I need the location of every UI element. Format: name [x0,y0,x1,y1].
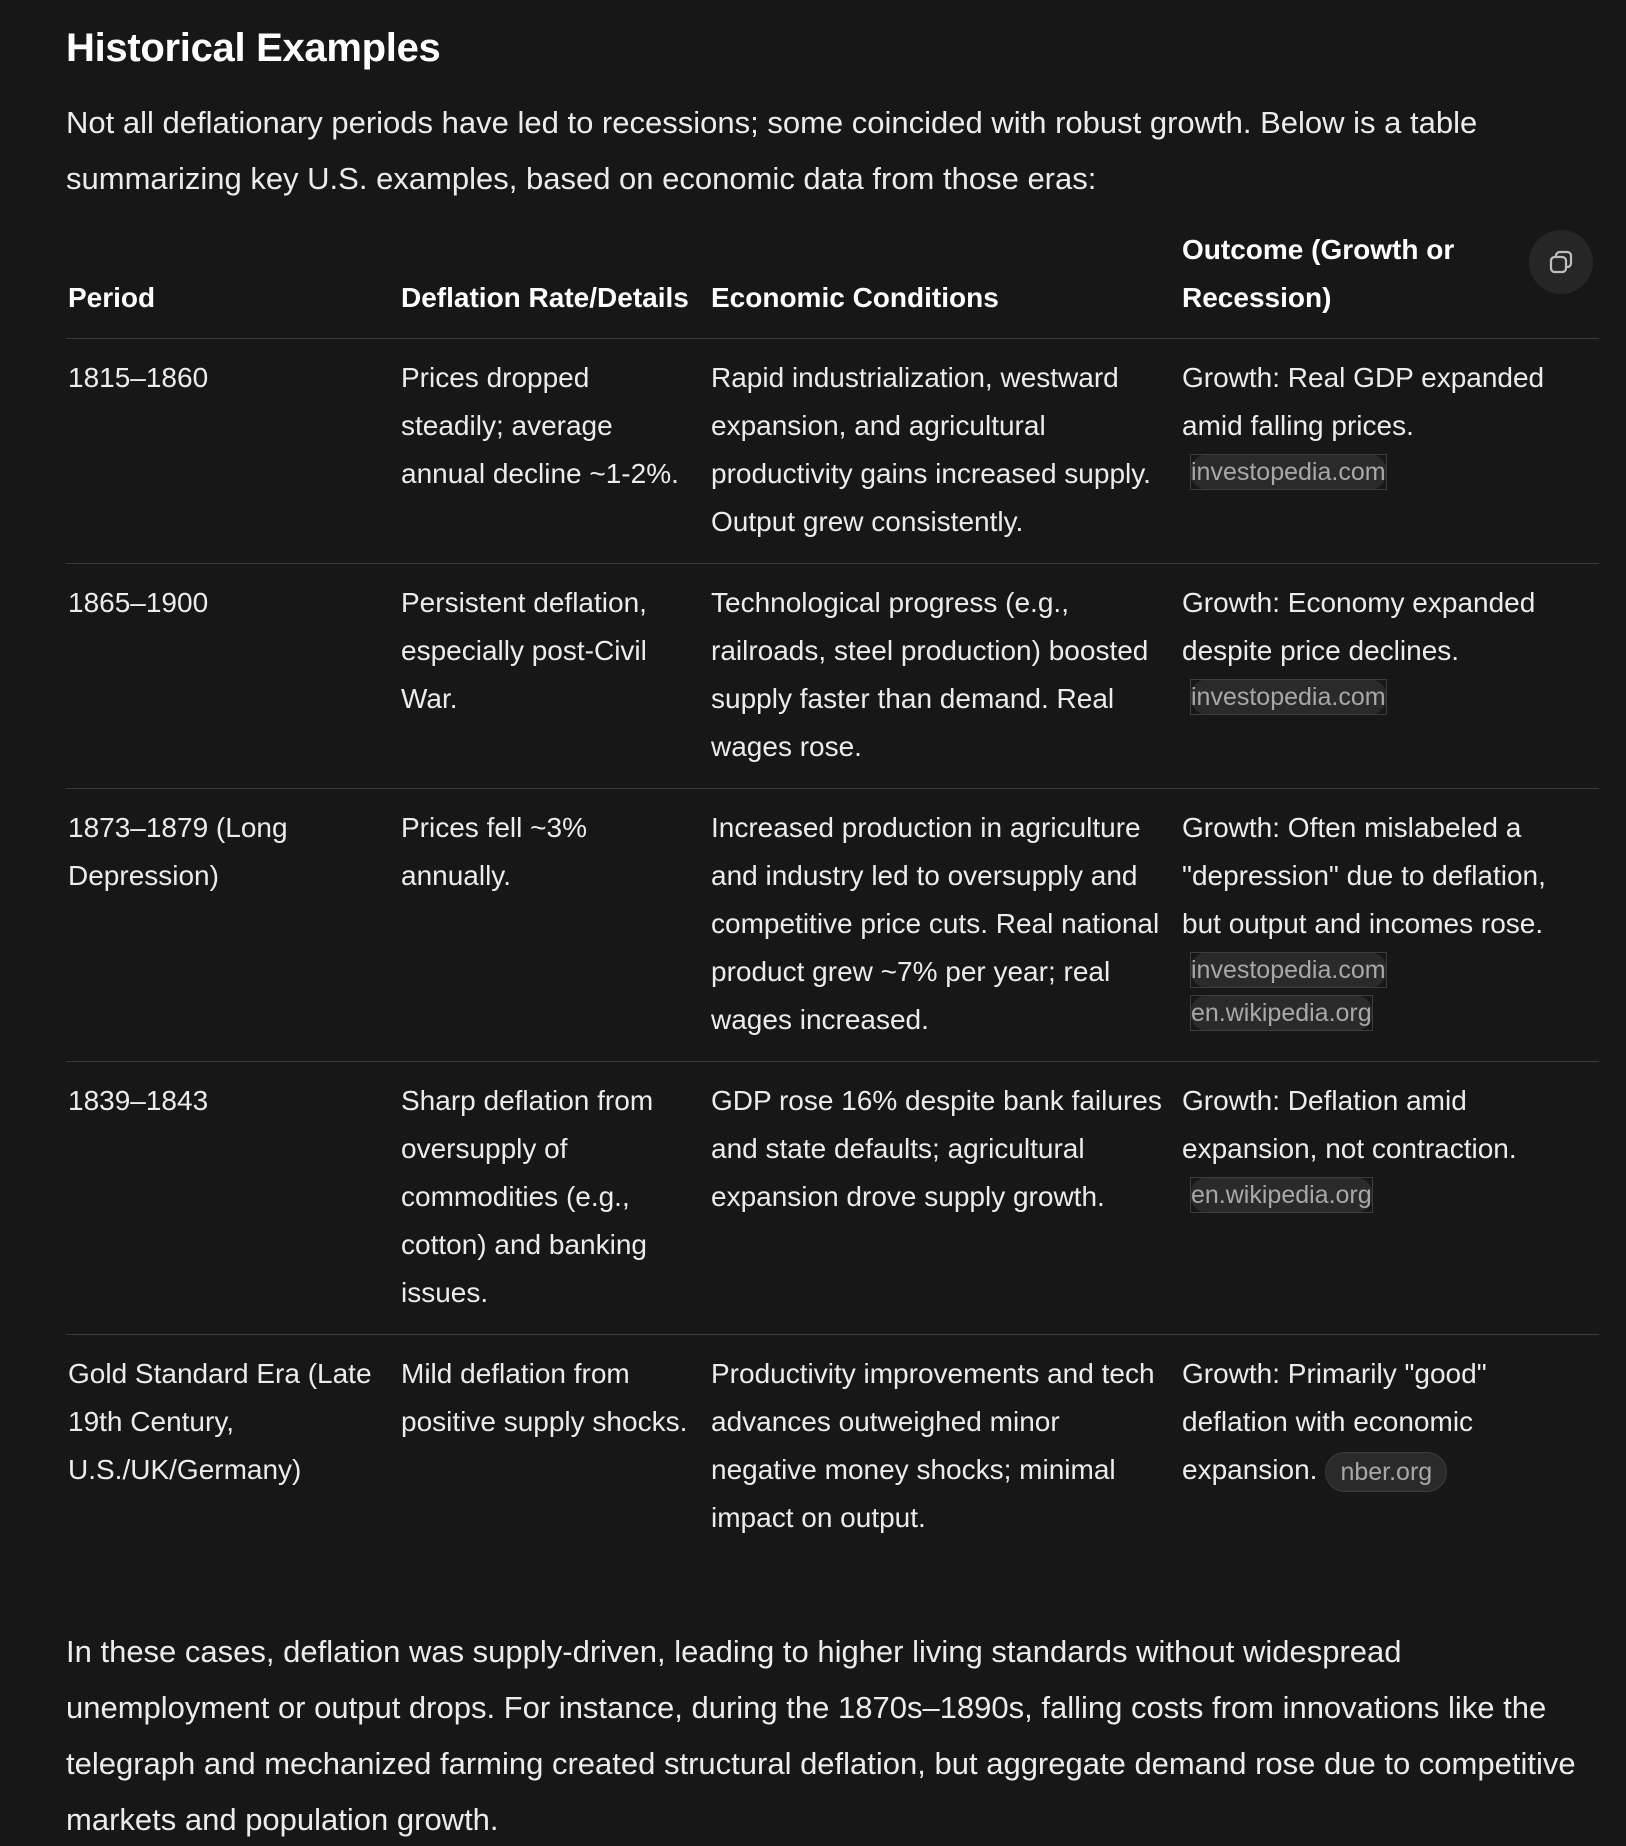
cell-details: Mild deflation from positive supply shocks. [401,1358,688,1437]
cell-outcome [1180,1335,1599,1560]
cell-conditions: Increased production in agriculture and industry led to oversupply and competitive price cuts. Real national product grew ~7% per year; real wages increased. [709,789,1180,1062]
source-chip[interactable]: investopedia.com [1190,679,1387,715]
table-row [66,564,1599,789]
cell-details: Prices fell ~3% annually. [399,789,709,1062]
examples-table [66,222,1599,1559]
table-header-row [66,222,1599,339]
header-economic-conditions: Economic Conditions [709,222,1180,339]
source-chip[interactable]: investopedia.com [1190,454,1387,490]
table-row [66,1062,1599,1335]
copy-table-button[interactable] [1529,230,1593,294]
header-deflation-details: Deflation Rate/Details [399,222,709,339]
outcome-text: Growth: Deflation amid expansion, not contraction. [1182,1085,1517,1164]
cell-period: 1873–1879 (Long Depression) [66,789,399,1062]
copy-icon [1546,247,1576,277]
cell-outcome [1180,564,1599,789]
outcome-text: Growth: Real GDP expanded amid falling prices. [1182,362,1545,441]
cell-details: Persistent deflation, especially post-Civil War. [399,564,709,789]
header-outcome: Outcome (Growth or Recession) [1180,222,1599,339]
cell-outcome [1180,339,1599,564]
cell-period: 1865–1900 [66,564,399,789]
examples-table-wrapper [66,222,1599,1559]
source-chip[interactable]: en.wikipedia.org [1190,1177,1373,1213]
intro-paragraph: Not all deflationary periods have led to recessions; some coincided with robust growth. Below is a table summarizing key U.S. examples, based on economic data from those eras: [66,105,1478,196]
table-row [66,1335,1599,1560]
cell-details: Sharp deflation from oversupply of commodities (e.g., cotton) and banking issues. [399,1062,709,1335]
outcome-text: Growth: Often mislabeled a "depression" due to deflation, but output and incomes rose. [1182,812,1546,939]
source-chip[interactable]: investopedia.com [1190,952,1387,988]
outcome-text: Growth: Economy expanded despite price declines. [1182,587,1536,666]
cell-conditions: Technological progress (e.g., railroads, steel production) boosted supply faster than demand. Real wages rose. [709,564,1180,789]
cell-period: 1839–1843 [66,1062,399,1335]
table-row [66,339,1599,564]
section-title: Historical Examples [66,26,441,70]
cell-details: Prices dropped steadily; average annual decline ~1-2%. [399,339,709,564]
cell-outcome [1180,789,1599,1062]
outro-paragraph: In these cases, deflation was supply-driven, leading to higher living standards without widespread unemployment or output drops. For instance, during the 1870s–1890s, falling costs from innovations like the telegraph and mechanized farming created structural deflation, but aggregate demand rose due to competitive markets and population growth. [66,1634,1576,1837]
source-chip[interactable]: en.wikipedia.org [1190,995,1373,1031]
cell-conditions: GDP rose 16% despite bank failures and state defaults; agricultural expansion drove supply growth. [709,1062,1180,1335]
header-period: Period [66,222,399,339]
source-chip[interactable]: nber.org [1325,1452,1447,1492]
outcome-text: Growth: Primarily "good" deflation with economic expansion. [1182,1358,1487,1485]
cell-period: Gold Standard Era (Late 19th Century, U.S./UK/Germany) [68,1358,372,1485]
cell-outcome [1180,1062,1599,1335]
table-row [66,789,1599,1062]
cell-conditions: Rapid industrialization, westward expansion, and agricultural productivity gains increased supply. Output grew consistently. [709,339,1180,564]
cell-conditions: Productivity improvements and tech advances outweighed minor negative money shocks; minimal impact on output. [711,1358,1155,1533]
cell-period: 1815–1860 [66,339,399,564]
